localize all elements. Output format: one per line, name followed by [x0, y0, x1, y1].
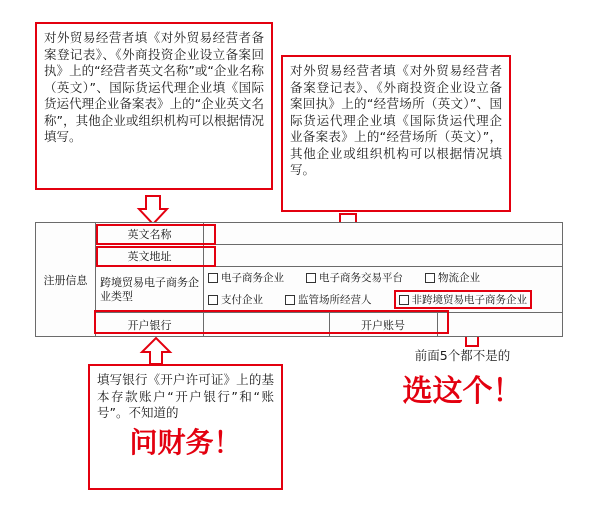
- callout-english-address: 对外贸易经营者填《对外贸易经营者备案登记表》、《外商投资企业设立备案回执》上的“经营场所（英文）”、国际货运代理企业填《国际货运代理企业备案表》上的“经营场所（英文）”，其他企业或组织机构可以根据情况填写。: [281, 55, 511, 212]
- option-line-2: [208, 290, 558, 309]
- table-row: [96, 223, 562, 245]
- arrow-bottom-left-to-bank: [142, 338, 170, 364]
- section-label: 注册信息: [36, 223, 96, 336]
- option-label: 电子商务企业: [221, 272, 284, 284]
- en-address-label: 英文地址: [96, 245, 204, 266]
- callout-choose-this: [370, 346, 555, 432]
- option-label: 电子商务交易平台: [319, 272, 403, 284]
- callout-choose-emphasis: 选这个！: [402, 374, 523, 409]
- checkbox-icon[interactable]: [208, 273, 218, 283]
- checkbox-icon[interactable]: [399, 295, 409, 305]
- en-name-value[interactable]: [204, 223, 562, 244]
- option-supervision-site-operator[interactable]: [285, 292, 372, 307]
- form-rows: [96, 223, 562, 336]
- option-ecommerce-enterprise[interactable]: [208, 270, 284, 285]
- checkbox-icon[interactable]: [306, 273, 316, 283]
- option-label: 监管场所经营人: [298, 294, 372, 306]
- checkbox-icon[interactable]: [208, 295, 218, 305]
- bank-label: 开户银行: [96, 313, 204, 337]
- enterprise-type-options: [204, 267, 562, 312]
- en-address-value[interactable]: [204, 245, 562, 266]
- option-label: 非跨境贸易电子商务企业: [411, 294, 527, 306]
- account-label: 开户账号: [330, 313, 438, 337]
- registration-form-table: [35, 222, 563, 337]
- account-value[interactable]: [438, 313, 563, 337]
- option-logistics-enterprise[interactable]: [425, 270, 480, 285]
- table-row: [96, 245, 562, 267]
- callout-bank-text: 填写银行《开户许可证》上的基本存款账户“开户银行”和“账号”。不知道的: [97, 372, 274, 420]
- callout-bank-emphasis: 问财务！: [129, 425, 242, 459]
- option-label: 支付企业: [221, 294, 263, 306]
- option-line-1: [208, 270, 558, 285]
- bank-value[interactable]: [204, 313, 330, 337]
- callout-bank-info: [88, 364, 283, 490]
- checkbox-icon[interactable]: [285, 295, 295, 305]
- callout-choose-hint: 前面5个都不是的: [414, 348, 511, 363]
- option-ecommerce-platform[interactable]: [306, 270, 403, 285]
- arrow-left-to-en-name: [139, 196, 167, 224]
- checkbox-icon[interactable]: [425, 273, 435, 283]
- option-label: 物流企业: [438, 272, 480, 284]
- option-payment-enterprise[interactable]: [208, 292, 263, 307]
- enterprise-type-label: 跨境贸易电子商务企业类型: [96, 267, 204, 312]
- option-not-cross-border-ecommerce[interactable]: [394, 290, 533, 309]
- table-row: [96, 267, 562, 313]
- en-name-label: 英文名称: [96, 223, 204, 244]
- table-row: [96, 313, 562, 337]
- callout-english-name: 对外贸易经营者填《对外贸易经营者备案登记表》、《外商投资企业设立备案回执》上的“经营者英文名称”或“企业名称（英文）”、国际货运代理企业填《国际货运代理企业备案表》上的“企业英文名称”，其他企业或组织机构可以根据情况填写。: [35, 22, 273, 190]
